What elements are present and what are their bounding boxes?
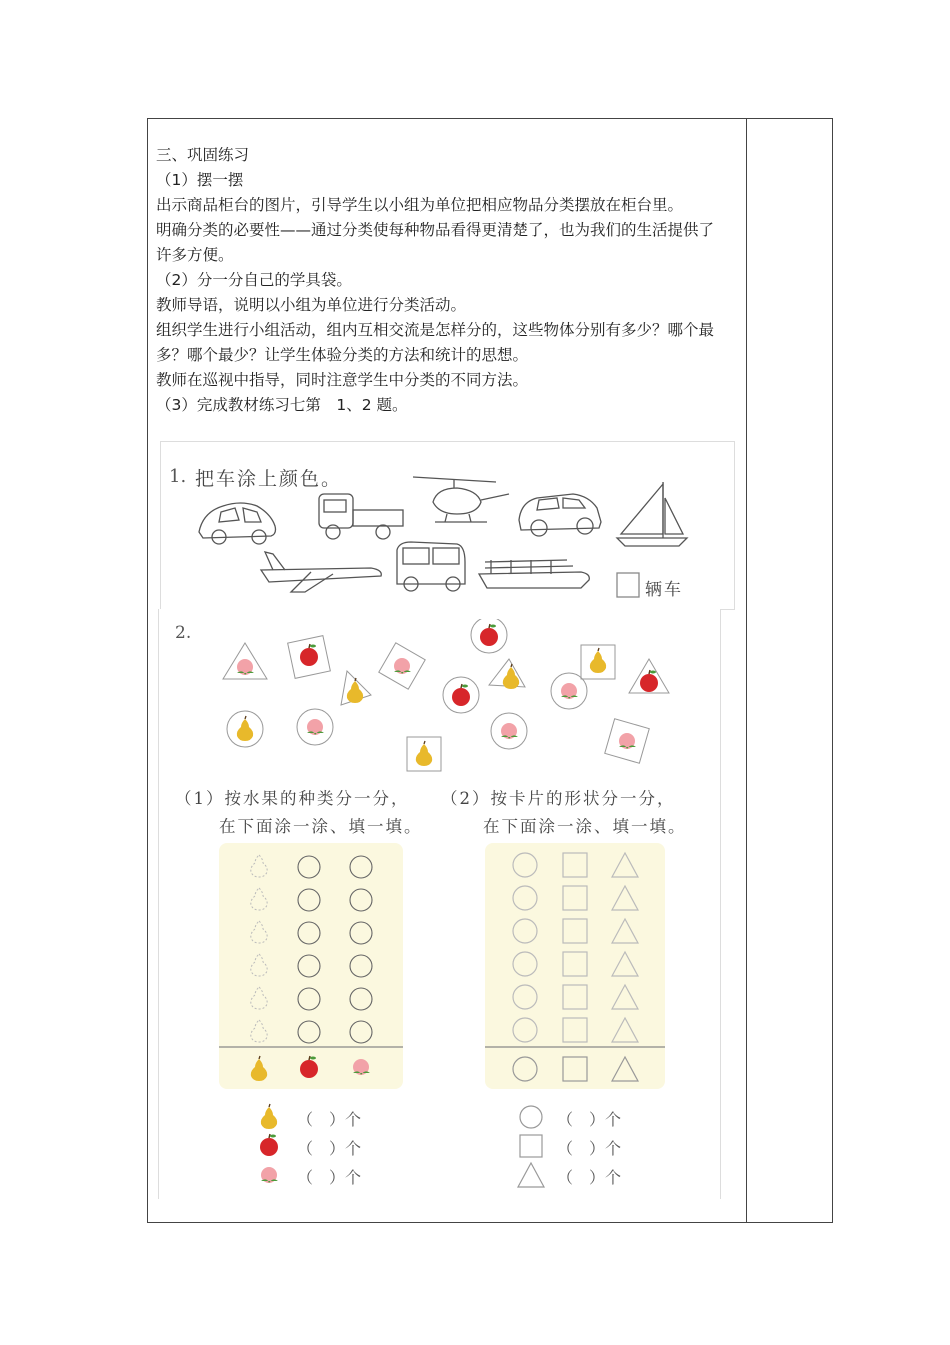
part2-line2: 在下面涂一涂、填一填。: [483, 817, 687, 836]
square-column: [563, 853, 587, 1042]
count-row-pear: （ ）个: [297, 1110, 362, 1129]
count-row-circle: （ ）个: [557, 1110, 622, 1129]
fruit-graph-panel: [219, 843, 403, 1089]
count-icons: [159, 1099, 720, 1199]
part1-line2: 在下面涂一涂、填一填。: [219, 817, 423, 836]
van-icon: [397, 542, 465, 591]
para-1: （1）摆一摆: [156, 171, 244, 189]
part1-line1: （1）按水果的种类分一分，: [175, 789, 410, 808]
shape-graph: [485, 843, 665, 1089]
count-row-square: （ ）个: [557, 1139, 622, 1158]
shape-graph-panel: [485, 843, 665, 1089]
count-row-triangle: （ ）个: [557, 1168, 622, 1187]
lesson-text: [156, 143, 716, 418]
para-8: （3）完成教材练习七第 1、2 题。: [156, 396, 408, 414]
exercise1-number: 1.: [169, 466, 187, 487]
peach-column: [350, 856, 372, 1043]
fruit-graph: [219, 843, 403, 1089]
para-3: 明确分类的必要性——通过分类使每种物品看得更清楚了，也为我们的生活提供了许多方便。: [156, 221, 715, 264]
pear-column: [251, 855, 267, 1042]
para-4: （2）分一分自己的学具袋。: [156, 271, 352, 289]
beetle-car-icon: [199, 503, 276, 544]
answer-box: [617, 573, 639, 597]
apple-column: [298, 856, 320, 1043]
part2-line1: （2）按卡片的形状分一分，: [441, 789, 676, 808]
exercise1-instruction: 把车涂上颜色。: [195, 468, 343, 490]
truck-icon: [319, 494, 403, 539]
sailboat-icon: [617, 482, 687, 546]
fruit-cards-drawing: [159, 619, 720, 789]
triangle-column: [612, 853, 638, 1042]
para-2: 出示商品柜台的图片，引导学生以小组为单位把相应物品分类摆放在柜台里。: [156, 196, 684, 214]
sports-car-icon: [519, 494, 601, 536]
count-row-peach: （ ）个: [297, 1168, 362, 1187]
answer-label: 辆车: [645, 580, 683, 600]
column-divider: [746, 119, 747, 1222]
para-7: 教师在巡视中指导，同时注意学生中分类的不同方法。: [156, 371, 529, 389]
count-row-apple: （ ）个: [297, 1139, 362, 1158]
airplane-icon: [261, 552, 381, 592]
section-title: 三、巩固练习: [156, 146, 250, 164]
ship-icon: [479, 560, 589, 588]
exercise2-figure: [158, 609, 721, 1199]
helicopter-icon: [413, 477, 509, 522]
exercise1-figure: [160, 441, 735, 610]
para-5: 教师导语，说明以小组为单位进行分类活动。: [156, 296, 467, 314]
para-6: 组织学生进行小组活动，组内互相交流是怎样分的，这些物体分别有多少？哪个最多？哪个最少？让学生体验分类的方法和统计的思想。: [156, 321, 715, 364]
exercise2-number: 2.: [175, 623, 192, 643]
circle-column: [513, 853, 537, 1042]
